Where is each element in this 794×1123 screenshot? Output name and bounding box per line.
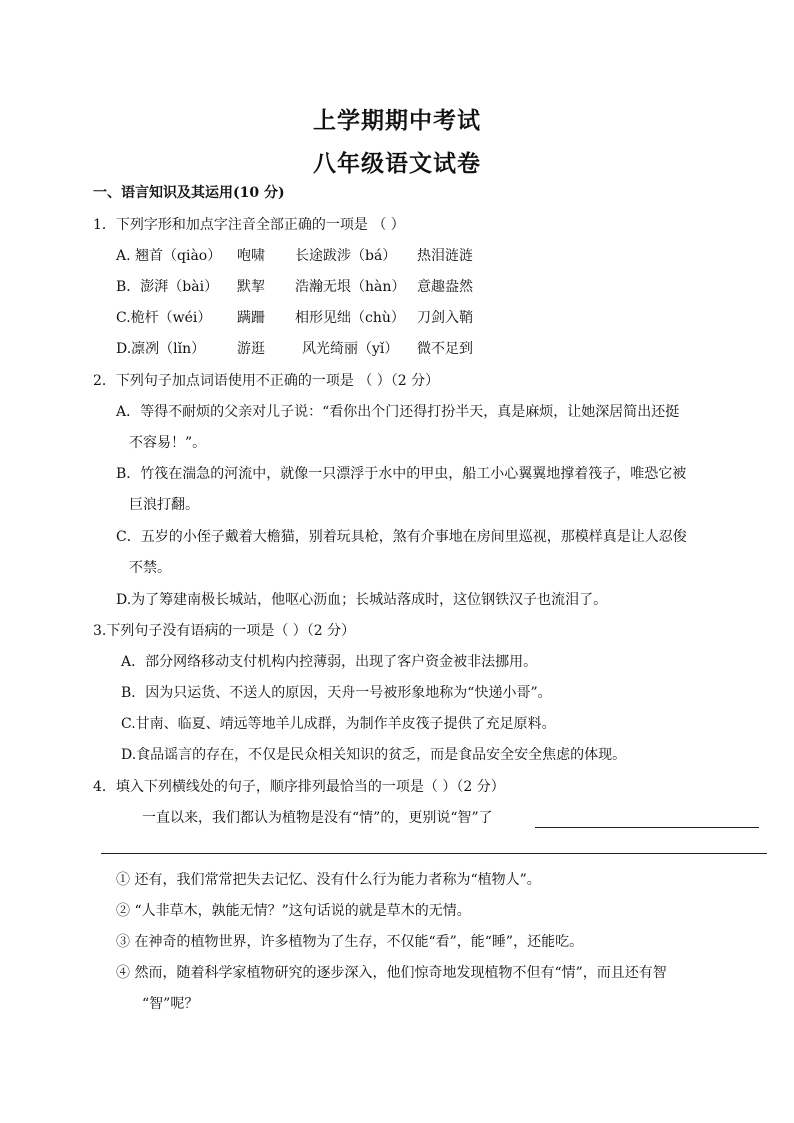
option-c-word2: 蹒跚 — [237, 310, 265, 326]
answer-blank-line-2 — [101, 853, 767, 854]
question-3-option-b: B．因为只运货、不送人的原因，天舟一号被形象地称为“快递小哥”。 — [121, 685, 552, 701]
question-1-stem: 1．下列字形和加点字注音全部正确的一项是 （ ） — [93, 217, 405, 233]
option-a-word1: A. 翘首（qiào） — [116, 248, 222, 264]
option-a-word3: 长途跋涉（bá） — [295, 248, 397, 264]
question-4-lead-sentence: 一直以来，我们都认为植物是没有“情”的，更别说“智”了 — [142, 810, 493, 826]
question-2-option-d: D.为了筹建南极长城站，他呕心沥血；长城站落成时，这位钢铁汉子也流泪了。 — [116, 592, 608, 608]
option-d-word3: 风光绮丽（yǐ） — [302, 341, 399, 357]
section-heading: 一、语言知识及其运用(10 分) — [93, 185, 285, 201]
question-3-option-d: D.食品谣言的存在，不仅是民众相关知识的贫乏，而是食品安全安全焦虑的体现。 — [121, 747, 627, 763]
exam-title: 上学期期中考试 — [313, 107, 481, 134]
option-a-word2: 咆啸 — [237, 248, 265, 264]
option-b-word2: 默挈 — [237, 279, 265, 295]
question-4-sentence-1: ① 还有，我们常常把失去记忆、没有什么行为能力者称为“植物人”。 — [116, 872, 541, 888]
question-3-option-a: A．部分网络移动支付机构内控薄弱，出现了客户资金被非法挪用。 — [121, 654, 538, 670]
question-2-stem: 2．下列句子加点词语使用不正确的一项是 （ ）（2 分） — [93, 373, 440, 389]
question-3-option-c: C.甘南、临夏、靖远等地羊儿成群，为制作羊皮筏子提供了充足原料。 — [121, 716, 556, 732]
question-2-option-c-line2: 不禁。 — [129, 560, 171, 576]
exam-subtitle: 八年级语文试卷 — [313, 150, 481, 177]
question-2-option-c-line1: C．五岁的小侄子戴着大檐猫，别着玩具枪，煞有介事地在房间里巡视，那模样真是让人忍俊 — [116, 529, 687, 545]
option-b-word3: 浩瀚无垠（hàn） — [295, 279, 406, 295]
question-4-sentence-4-line1: ④ 然而，随着科学家植物研究的逐步深入，他们惊奇地发现植物不但有“情”，而且还有智 — [116, 965, 667, 981]
option-c-word1: C.桅杆（wéi） — [116, 310, 212, 326]
question-4-sentence-2: ② “人非草木，孰能无情？”这句话说的就是草木的无情。 — [116, 903, 471, 919]
option-c-word4: 刀剑入鞘 — [417, 310, 473, 326]
question-4-stem: 4．填入下列横线处的句子，顺序排列最恰当的一项是（ ）（2 分） — [93, 779, 505, 795]
option-d-word2: 游逛 — [237, 341, 265, 357]
option-b-word4: 意趣盎然 — [417, 279, 473, 295]
option-a-word4: 热泪涟涟 — [417, 248, 473, 264]
question-2-option-b-line1: B．竹筏在湍急的河流中，就像一只漂浮于水中的甲虫，船工小心翼翼地撑着筏子，唯恐它被 — [116, 466, 687, 482]
question-2-option-a-line2: 不容易！”。 — [129, 435, 207, 451]
question-2-option-a-line1: A．等得不耐烦的父亲对儿子说：“看你出个门还得打扮半天，真是麻烦，让她深居简出还挺 — [116, 404, 680, 420]
answer-blank-line-1 — [535, 827, 759, 828]
option-b-word1: B．澎湃（bài） — [116, 279, 219, 295]
question-3-stem: 3.下列句子没有语病的一项是（ ）（2 分） — [93, 623, 356, 639]
option-d-word4: 微不足到 — [417, 341, 473, 357]
question-2-option-b-line2: 巨浪打翻。 — [129, 497, 199, 513]
question-4-sentence-4-line2: “智”呢？ — [142, 996, 199, 1012]
question-4-sentence-3: ③ 在神奇的植物世界，许多植物为了生存，不仅能“看”，能“睡”，还能吃。 — [116, 934, 584, 950]
option-d-word1: D.凛冽（lǐn） — [116, 341, 206, 357]
option-c-word3: 相形见绌（chù） — [295, 310, 405, 326]
